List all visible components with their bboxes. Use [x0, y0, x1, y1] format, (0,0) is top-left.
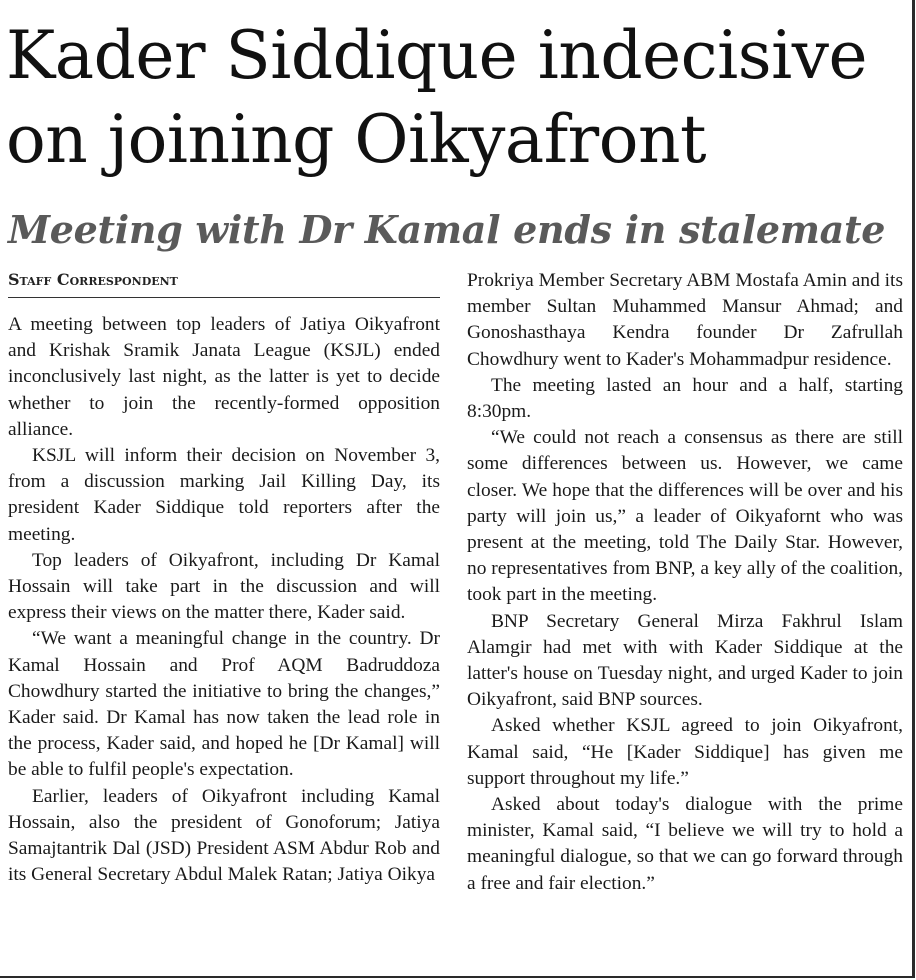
subheadline: Meeting with Dr Kamal ends in stalemate [8, 207, 886, 252]
paragraph: The meeting lasted an hour and a half, starting 8:30pm. [467, 374, 903, 423]
paragraph: Asked about today's dialogue with the prime minister, Kamal said, “I believe we will try to hold a meaningful dialogue, so that we can go forward through a free and fair election.” [467, 794, 903, 894]
paragraph: Earlier, leaders of Oikyafront including Kamal Hossain, also the president of Gonoforum; Jatiya Samajtantrik Dal (JSD) President ASM Abdur Rob and its General Secretary Abdul Malek Ratan; Jatiya Oikya [8, 785, 440, 886]
paragraph: KSJL will inform their decision on November 3, from a discussion marking Jail Killing Day, its president Kader Siddique told reporters after the meeting. [8, 445, 440, 545]
paragraph: “We want a meaningful change in the country. Dr Kamal Hossain and Prof AQM Badruddoza Chowdhury started the initiative to bring the changes,” Kader said. Dr Kamal has now taken the lead role in the process, Kader said, and hoped he [Dr Kamal] will be able to fulfil people's expectation. [8, 628, 440, 781]
headline: Kader Siddique indecisive on joining Oikyafront [6, 17, 868, 178]
article-column-left [8, 312, 440, 888]
byline: Staff Correspondent [8, 270, 440, 298]
paragraph: Top leaders of Oikyafront, including Dr Kamal Hossain will take part in the discussion and will express their views on the matter there, Kader said. [8, 549, 440, 624]
paragraph: Prokriya Member Secretary ABM Mostafa Amin and its member Sultan Muhammed Mansur Ahmad; and Gonoshasthaya Kendra founder Dr Zafrullah Chowdhury went to Kader's Mohammadpur residence. [467, 270, 903, 370]
paragraph: BNP Secretary General Mirza Fakhrul Islam Alamgir had met with with Kader Siddique at the latter's house on Tuesday night, and urged Kader to join Oikyafront, said BNP sources. [467, 610, 903, 711]
paragraph: Asked whether KSJL agreed to join Oikyafront, Kamal said, “He [Kader Siddique] has given me support throughout my life.” [467, 715, 903, 789]
paragraph: “We could not reach a consensus as there are still some differences between us. However, we came closer. We hope that the differences will be over and his party will join us,” a leader of Oikyafornt who was present at the meeting, told The Daily Star. However, no representatives from BNP, a key ally of the coalition, took part in the meeting. [467, 427, 903, 606]
article-column-right [467, 268, 903, 897]
paragraph: A meeting between top leaders of Jatiya Oikyafront and Krishak Sramik Janata League (KSJL) ended inconclusively last night, as the latter is yet to decide whether to join the recently-formed opposition alliance. [8, 314, 440, 440]
